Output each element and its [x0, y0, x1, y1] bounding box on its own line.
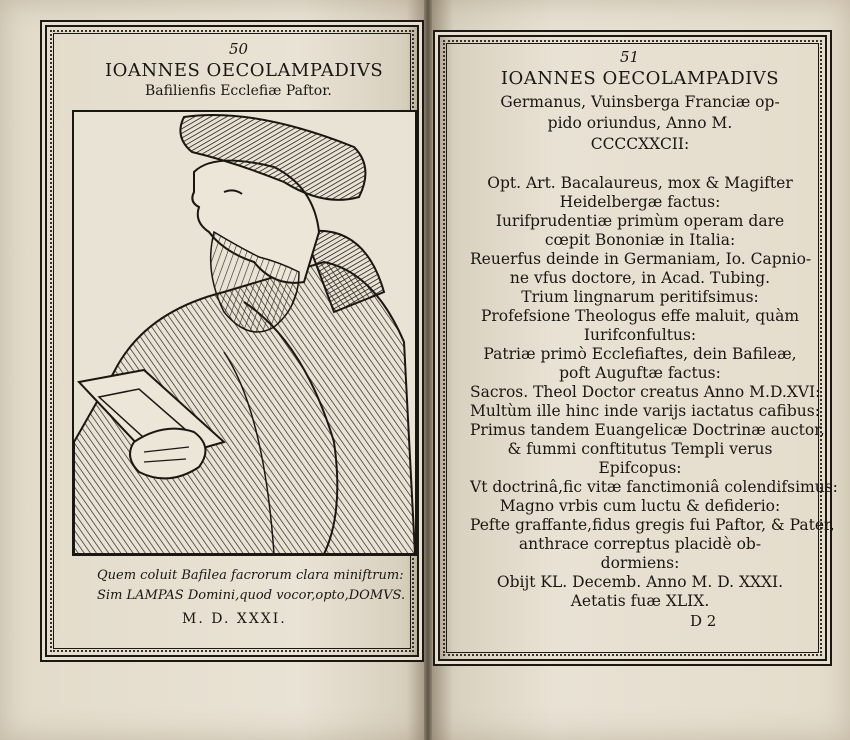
body-line: Trium lingnarum peritifsimus: [521, 288, 759, 306]
left-page-number: 50 [229, 40, 249, 58]
left-page-title: IOANNES OECOLAMPADIVS [105, 60, 384, 81]
body-line: Multùm ille hinc inde varijs iactatus cafibus: [470, 402, 820, 420]
right-page-title: IOANNES OECOLAMPADIVS [500, 68, 780, 89]
left-page-subtitle: Bafilienfis Ecclefiæ Paftor. [145, 83, 332, 99]
body-line: Epifcopus: [598, 459, 682, 477]
body-line: Primus tandem Euangelicæ Doctrinæ auctor, [470, 421, 825, 439]
body-line: Sacros. Theol Doctor creatus Anno M.D.XVI: [470, 383, 821, 401]
woodcut-portrait [72, 110, 417, 556]
caption-line-1: Quem coluit Bafilea facrorum clara miniftrum: [97, 568, 404, 583]
body-line: dormiens: [600, 554, 680, 572]
body-line: Heidelbergæ factus: [559, 193, 721, 211]
intro-line: Germanus, Vuinsberga Franciæ op- [500, 93, 780, 111]
body-line: Reuerfus deinde in Germaniam, Io. Capnio- [470, 250, 812, 268]
body-line: Iurifprudentiæ primùm operam dare [495, 212, 785, 230]
caption-line-2: Sim LAMPAS Domini,quod vocor,opto,DOMVS. [97, 588, 406, 603]
body-line: Profefsione Theologus effe maluit, quàm [480, 307, 800, 325]
body-line: & fummi conftitutus Templi verus [507, 440, 773, 458]
body-line: Opt. Art. Bacalaureus, mox & Magifter [487, 174, 793, 192]
body-line: anthrace correptus placidè ob- [518, 535, 762, 553]
body-line: poft Auguftæ factus: [559, 364, 721, 382]
body-line: Patriæ primò Ecclefiaftes, dein Bafileæ, [483, 345, 797, 363]
body-line: Magno vrbis cum luctu & defiderio: [499, 497, 781, 515]
intro-line: CCCCXXCII: [590, 135, 690, 153]
body-line: cœpit Bononiæ in Italia: [544, 231, 736, 249]
body-line: ne vfus doctore, in Acad. Tubing. [509, 269, 771, 287]
portrait-illustration [74, 112, 415, 554]
left-page-date: M. D. XXXI. [182, 611, 287, 627]
intro-line: pido oriundus, Anno M. [547, 114, 733, 132]
signature-mark: D 2 [690, 612, 717, 630]
body-line: Iurifconfultus: [583, 326, 697, 344]
book-gutter [424, 0, 432, 740]
body-line: Vt doctrinâ,fic vitæ fanctimoniâ colendifsimus: [470, 478, 838, 496]
right-page-number: 51 [620, 48, 640, 66]
body-line: Pefte graffante,fidus gregis fui Paftor, & Pater, [470, 516, 835, 534]
body-line: Obijt KL. Decemb. Anno M. D. XXXI. [496, 573, 784, 591]
body-line: Aetatis fuæ XLIX. [570, 592, 710, 610]
